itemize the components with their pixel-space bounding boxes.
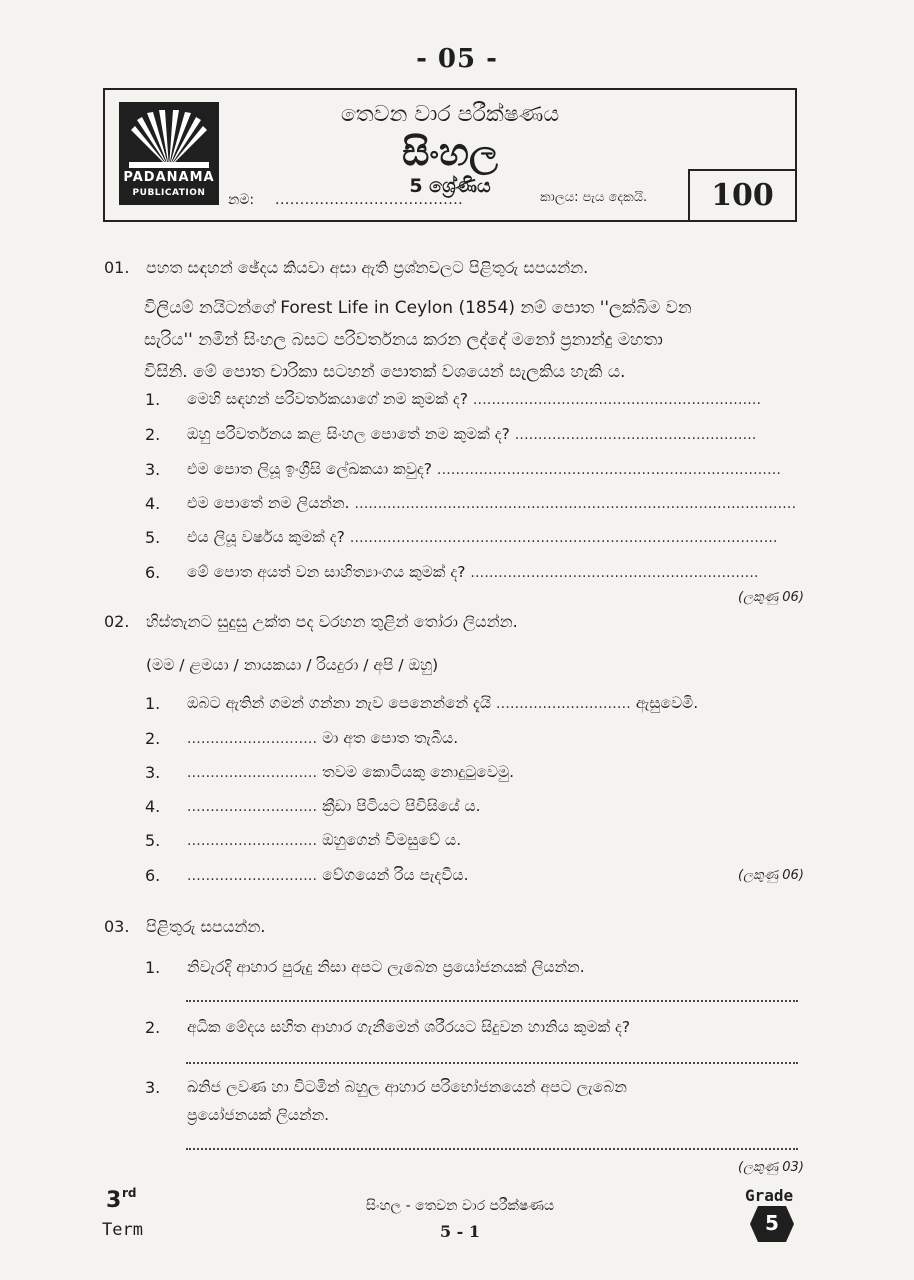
q3-item-number: 3. — [145, 1078, 161, 1097]
logo-text-publication: PUBLICATION — [132, 188, 206, 198]
footer-grade-label: Grade — [745, 1186, 794, 1205]
question-3-number: 03. — [104, 917, 130, 936]
answer-blank[interactable]: ............................ — [187, 765, 318, 781]
q1-item-number: 5. — [145, 528, 161, 547]
q2-item-text: ............................ මා අත පොත තැබීය. — [187, 729, 459, 747]
question-2-number: 02. — [104, 612, 130, 631]
footer-subject: සිංහල - තෙවන වාර පරීක්ෂණය — [365, 1198, 555, 1214]
answer-blank[interactable]: ............................................................................................ — [349, 530, 778, 546]
q1-item-text: එම පොත ලියූ ඉංග්‍රීසි ලේඛකයා කවුද? .......................................................................... — [187, 460, 782, 478]
page-number: - 05 - — [416, 44, 498, 74]
exam-title: තෙවන වාර පරීක්ෂණය — [340, 102, 560, 127]
grade-badge-number: 5 — [765, 1211, 779, 1235]
answer-blank[interactable]: ............................ — [187, 868, 318, 884]
q3-item-number: 2. — [145, 1018, 161, 1037]
q2-item-text: ඔබට ඇතින් ගමන් ගන්නා නැව පෙනෙන්නේ දැයි ............................. ඇසුවෙමි. — [187, 694, 699, 712]
q1-item-number: 3. — [145, 460, 161, 479]
book-fan-icon — [125, 110, 213, 170]
q1-item-number: 4. — [145, 494, 161, 513]
question-1-title: පහත සඳහන් ඡේදය කියවා අසා ඇති ප්‍රශ්නවලට පිළිතුරු සපයන්න. — [146, 258, 589, 277]
question-1-number: 01. — [104, 258, 130, 277]
q2-item-number: 3. — [145, 763, 161, 782]
q1-item-number: 2. — [145, 425, 161, 444]
q2-item-number: 5. — [145, 831, 161, 850]
term-number: 3 — [106, 1188, 122, 1213]
q3-item-text: ඛනිජ ලවණ හා විටමින් බහුල ආහාර පරිභෝජනයෙන් අපට ලැබෙන — [187, 1078, 627, 1096]
q3-item-text: අධික මේදය සහිත ආහාර ගැනීමෙන් ශරීරයට සිදුවන හානිය කුමක් ද? — [187, 1018, 631, 1036]
term-label: Term — [102, 1220, 143, 1240]
passage-line: විලියම් නයිටන්ගේ Forest Life in Ceylon (1854) නම් පොත ''ලක්බිම වන — [144, 298, 692, 318]
q1-item-number: 1. — [145, 390, 161, 409]
publisher-logo — [119, 102, 219, 205]
answer-blank[interactable]: .............................................................. — [472, 392, 762, 408]
q1-item-text: මේ පොත අයත් වන සාහිත්‍යාංගය කුමක් ද? .............................................................. — [187, 563, 759, 581]
question-2-marks: (ලකුණු 06) — [738, 868, 804, 883]
answer-blank[interactable]: ............................ — [187, 731, 318, 747]
q2-item-text: ............................ ඔහුගෙන් විමසුවේ ය. — [187, 831, 462, 849]
q1-item-text: එම පොතේ නම ලියන්න. ............................................................................................... — [187, 494, 797, 512]
time-label: කාලය: පැය දෙකයි. — [540, 190, 648, 205]
answer-line[interactable] — [186, 1062, 798, 1064]
q2-item-text: ............................ ක්‍රීඩා පිටියට පිවිසියේ ය. — [187, 797, 481, 815]
grade-label: 5 ශ්‍රේණිය — [409, 175, 491, 197]
q3-item-number: 1. — [145, 958, 161, 977]
answer-line[interactable] — [186, 1000, 798, 1002]
question-3-marks: (ලකුණු 03) — [738, 1160, 804, 1175]
question-3-title: පිළිතුරු සපයන්න. — [146, 917, 266, 936]
q2-item-number: 2. — [145, 729, 161, 748]
answer-blank[interactable]: ............................. — [496, 696, 631, 712]
question-2-title: හිස්තැනට සුදුසු උක්ත පද වරහන තුළින් තෝරා ලියන්න. — [146, 612, 518, 631]
passage-line: විසිනි. මේ පොත චාරිකා සටහන් පොතක් වශයෙන් සැලකිය හැකි ය. — [144, 362, 626, 382]
name-label: නම: — [228, 192, 255, 208]
q2-item-number: 6. — [145, 866, 161, 885]
question-2-options: (මම / ළමයා / නායකයා / රියදුරා / අපි / ඔහු) — [146, 656, 439, 674]
question-1-marks: (ලකුණු 06) — [738, 590, 804, 605]
q2-item-number: 1. — [145, 694, 161, 713]
answer-blank[interactable]: .............................................................. — [470, 565, 759, 581]
q1-item-number: 6. — [145, 563, 161, 582]
q1-item-text: මෙහි සඳහන් පරිවර්තකයාගේ නම කුමක් ද? .............................................................. — [187, 390, 762, 408]
answer-blank[interactable]: ............................................................................................... — [354, 496, 797, 512]
footer-page-number: 5 - 1 — [439, 1222, 481, 1241]
name-field[interactable]: ...................................... — [275, 192, 464, 208]
q1-item-text: ඔහු පරිවර්තනය කළ සිංහල පොතේ නම කුමක් ද? .................................................... — [187, 425, 757, 443]
subject-title: සිංහල — [402, 130, 498, 174]
logo-text-padanama: PADANAMA — [123, 170, 215, 185]
q2-item-text: ............................ වේගයෙන් රිය පැදවීය. — [187, 866, 469, 884]
question-1-passage — [144, 292, 804, 388]
answer-blank[interactable]: .................................................... — [514, 427, 757, 443]
q1-item-text: එය ලියූ වර්ෂය කුමක් ද? ............................................................................................ — [187, 528, 778, 546]
answer-line[interactable] — [186, 1148, 798, 1150]
answer-blank[interactable]: .......................................................................... — [436, 462, 782, 478]
q3-item-text-cont: ප්‍රයෝජනයක් ලියන්න. — [187, 1106, 330, 1124]
q2-item-number: 4. — [145, 797, 161, 816]
total-score: 100 — [711, 178, 774, 213]
passage-line: සැරිය'' නමින් සිංහල බසට පරිවර්තනය කරන ලද්දේ මනෝ ප්‍රනාන්දු මහතා — [144, 330, 663, 350]
q3-item-text: නිවැරදි ආහාර පුරුදු නිසා අපට ලැබෙන ප්‍රයෝජනයක් ලියන්න. — [187, 958, 585, 976]
answer-blank[interactable]: ............................ — [187, 833, 318, 849]
q2-item-text: ............................ තවම කොටියකු නොදුටුවෙමු. — [187, 763, 515, 781]
term-suffix: rd — [122, 1186, 137, 1200]
answer-blank[interactable]: ............................ — [187, 799, 318, 815]
